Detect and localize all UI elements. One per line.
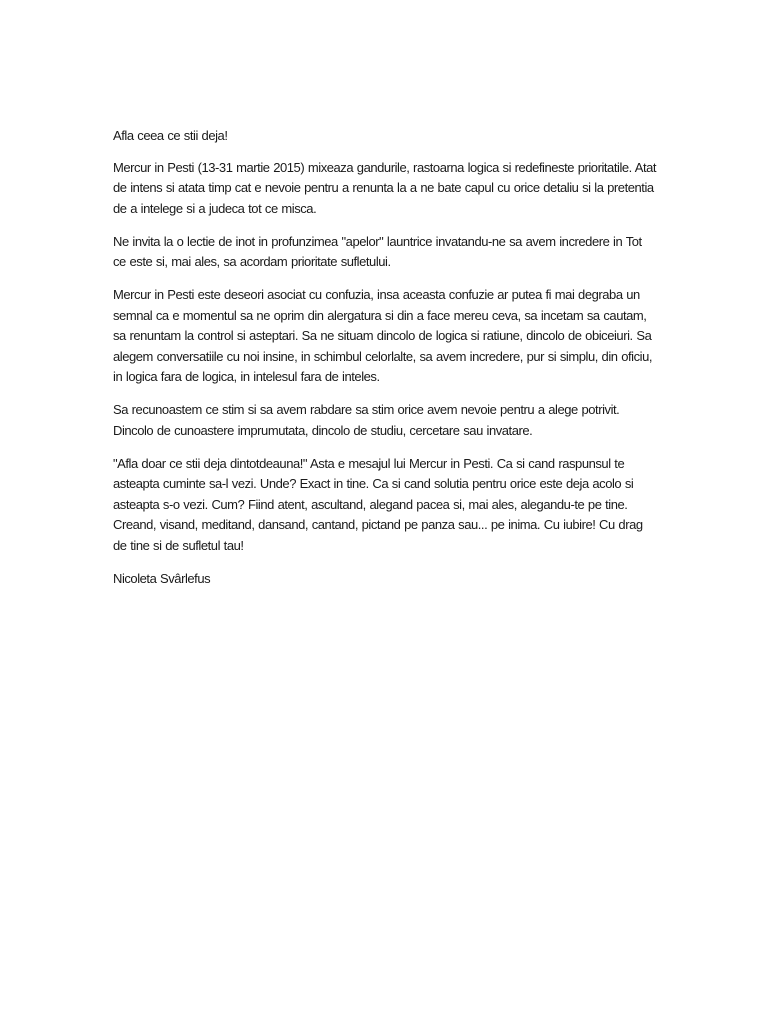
paragraph: Sa recunoastem ce stim si sa avem rabdare sa stim orice avem nevoie pentru a alege potrivit. Dincolo de cunoastere imprumutata, dincolo de studiu, cercetare sau invatare. bbox=[113, 402, 620, 438]
author-signature: Nicoleta Svârlefus bbox=[113, 570, 211, 586]
document-body bbox=[113, 126, 658, 602]
paragraph: Ne invita la o lectie de inot in profunzimea "apelor" launtrice invatandu-ne sa avem incredere in Tot ce este si, mai ales, sa acordam prioritate sufletului. bbox=[113, 233, 642, 269]
paragraph: Mercur in Pesti este deseori asociat cu confuzia, insa aceasta confuzie ar putea fi mai degraba un semnal ca e momentul sa ne oprim din alergatura si din a face mereu ceva, sa incetam sa cautam, sa renuntam la control si asteptari. Sa ne situam dincolo de logica si ratiune, dincolo de obiceiuri. Sa alegem conversatiile cu noi insine, in schimbul celorlalte, sa avem incredere, pur si simplu, din oficiu, in logica fara de logica, in intelesul fara de inteles. bbox=[113, 287, 653, 384]
paragraph: "Afla doar ce stii deja dintotdeauna!" Asta e mesajul lui Mercur in Pesti. Ca si cand raspunsul te asteapta cuminte sa-l vezi. Unde? Exact in tine. Ca si cand solutia pentru orice este deja acolo si asteapta s-o vezi. Cum? Fiind atent, ascultand, alegand pacea si, mai ales, alegandu-te pe tine. Creand, visand, meditand, dansand, cantand, pictand pe panza sau... pe inima. Cu iubire! Cu drag de tine si de sufletul tau! bbox=[113, 455, 643, 553]
document-title: Afla ceea ce stii deja! bbox=[113, 128, 228, 143]
paragraph: Mercur in Pesti (13-31 martie 2015) mixeaza gandurile, rastoarna logica si redefineste prioritatile. Atat de intens si atata timp cat e nevoie pentru a renunta la a ne bate capul cu orice detaliu si la pretentia de a intelege si a judeca tot ce misca. bbox=[113, 159, 657, 216]
